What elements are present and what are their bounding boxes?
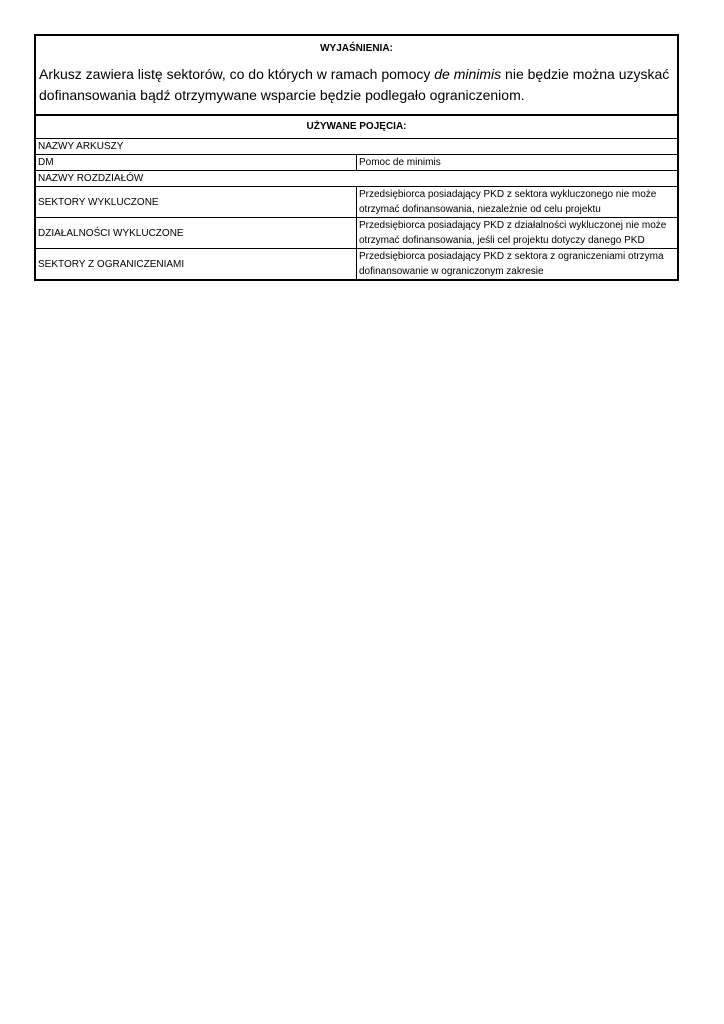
table-row	[36, 218, 677, 249]
explanation-sheet	[34, 34, 679, 281]
table-row	[36, 171, 677, 187]
table-row	[36, 139, 677, 155]
definition-restricted-sectors: Przedsiębiorca posiadający PKD z sektora z ograniczeniami otrzyma dofinansowanie w ograniczonym zakresie	[357, 249, 678, 280]
dm-term: DM	[36, 155, 357, 171]
definition-excluded-activities: Przedsiębiorca posiadający PKD z działalności wykluczonej nie może otrzymać dofinansowania, jeśli cel projektu dotyczy danego PKD	[357, 218, 678, 249]
terms-table	[36, 139, 677, 279]
table-row	[36, 155, 677, 171]
intro-text-start: Arkusz zawiera listę sektorów, co do których w ramach pomocy	[39, 66, 435, 82]
table-row	[36, 187, 677, 218]
term-restricted-sectors: SEKTORY Z OGRANICZENIAMI	[36, 249, 357, 280]
sheet-names-label: NAZWY ARKUSZY	[38, 141, 124, 152]
definition-excluded-sectors: Przedsiębiorca posiadający PKD z sektora wykluczonego nie może otrzymać dofinansowania, niezależnie od celu projektu	[357, 187, 678, 218]
term-excluded-activities: DZIAŁALNOŚCI WYKLUCZONE	[36, 218, 357, 249]
intro-text-end: nie będzie można uzyskać dofinansowania bądź otrzymywane wsparcie będzie podlegało ograniczeniom.	[39, 66, 670, 103]
terms-header: UŻYWANE POJĘCIA:	[36, 116, 677, 139]
intro-paragraph	[36, 62, 677, 116]
table-row	[36, 249, 677, 280]
term-excluded-sectors: SEKTORY WYKLUCZONE	[36, 187, 357, 218]
dm-definition: Pomoc de minimis	[357, 155, 678, 171]
section-names-label: NAZWY ROZDZIAŁÓW	[36, 171, 677, 187]
intro-text-italic: de minimis	[434, 66, 502, 82]
explanations-header: WYJAŚNIENIA:	[320, 43, 393, 54]
